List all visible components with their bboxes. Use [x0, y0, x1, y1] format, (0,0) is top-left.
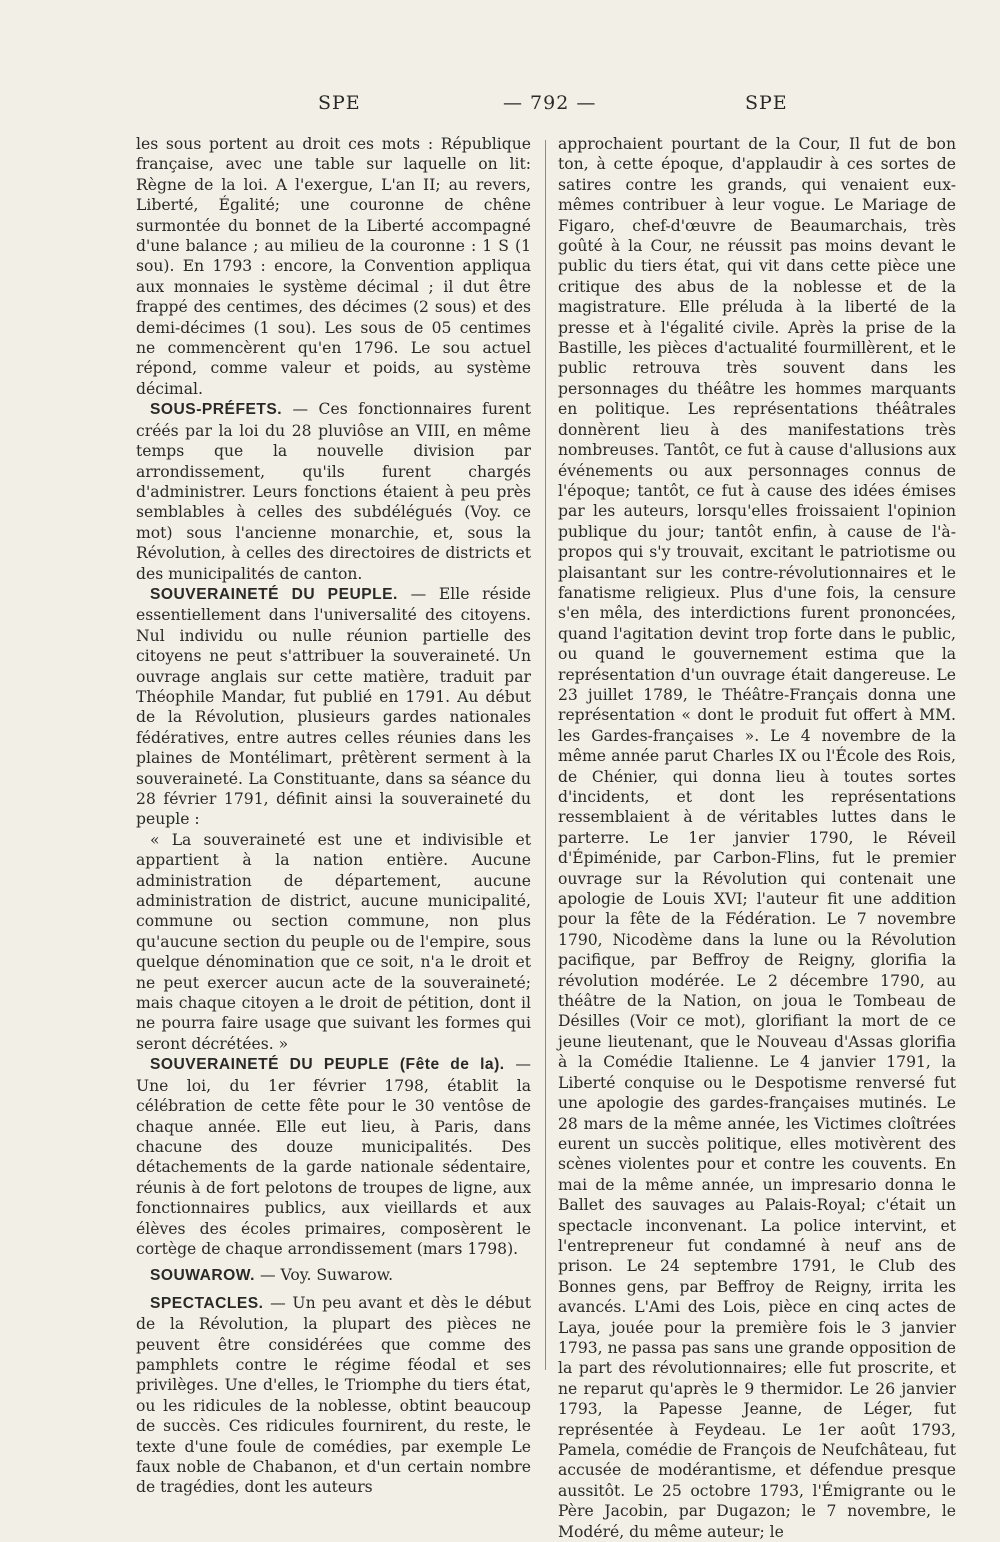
- page-number: — 792 —: [503, 92, 597, 114]
- entry-title-sous-prefets: SOUS-PRÉFETS.: [150, 401, 283, 419]
- running-head: [0, 92, 1000, 122]
- entry-sous-prefets: [136, 399, 531, 584]
- entry-souwarow: [136, 1265, 531, 1286]
- entry-title-spectacles: SPECTACLES.: [150, 1294, 264, 1312]
- left-column: [136, 134, 532, 1497]
- column-divider: [545, 140, 546, 1370]
- entry-title-fete: SOUVERAINETÉ DU PEUPLE (Fête de la).: [150, 1056, 505, 1074]
- entry-text-souwarow: — Voy. Suwarow.: [255, 1266, 394, 1285]
- entry-title-souwarow: SOUWAROW.: [150, 1267, 255, 1285]
- entry-text-spectacles: — Un peu avant et dès le début de la Révolution, la plupart des pièces ne peuvent être considérées que comme des pamphlets contre le régime féodal et ses privilèges. Une d'elles, le Triomphe du tiers état, ou les ridicules de la noblesse, obtint beaucoup de succès. Ces ridicules fournirent, du reste, le texte d'une foule de comédies, par exemple Le faux noble de Chabanon, et d'un certain nombre de tragédies, dont les auteurs: [136, 1293, 531, 1497]
- entry-title-souverainete: SOUVERAINETÉ DU PEUPLE.: [150, 585, 398, 603]
- header-left-keyword: SPE: [318, 92, 361, 114]
- right-column: [558, 134, 957, 1541]
- souverainete-quote: « La souveraineté est une et indivisible et appartient à la nation entière. Aucune administration de département, aucune administration de district, aucune municipalité, commune ou section commune, non plus qu'aucune section du peuple ou de l'empire, sous quelque dénomination que ce soit, n'a le droit et ne peut exercer aucun acte de la souveraineté; mais chaque citoyen a le droit de pétition, dont il ne pourra faire usage que suivant les formes qui seront décrétées. »: [136, 830, 531, 1053]
- header-right-keyword: SPE: [745, 92, 788, 114]
- entry-souverainete: [136, 584, 531, 830]
- entry-text-souverainete: — Elle réside essentiellement dans l'universalité des citoyens. Nul individu ou nulle réunion partielle des citoyens ne peut s'attribuer la souveraineté. Un ouvrage anglais sur cette matière, traduit par Théophile Mandar, fut publié en 1791. Au début de la Révolution, plusieurs gardes nationales fédératives, entre autres celles réunies dans les plaines de Montélimart, prêtèrent serment à la souveraineté. La Constituante, dans sa séance du 28 février 1791, définit ainsi la souveraineté du peuple :: [136, 584, 532, 829]
- spectacles-continuation-paragraph: approchaient pourtant de la Cour, Il fut de bon ton, à cette époque, d'applaudir à ces sortes de satires contre les grands, qui venaient eux-mêmes contribuer à leur vogue. Le Mariage de Figaro, chef-d'œuvre de Beaumarchais, très goûté à la Cour, ne réussit pas moins devant le public du tiers état, qui vit dans cette pièce une critique des abus de la noblesse et de la magistrature. Elle préluda à la liberté de la presse et à l'égalité civile. Après la prise de la Bastille, les pièces d'actualité fourmillèrent, et le public retrouva très souvent dans les personnages du théâtre les hommes marquants en politique. Les représentations théâtrales donnèrent lieu à des manifestations très nombreuses. Tantôt, ce fut à cause d'allusions aux événements ou aux personnages connus de l'époque; tantôt, ce fut à cause des idées émises par les auteurs, lorsqu'elles froissaient l'opinion publique du jour; tantôt enfin, à cause de l'à-propos qui s'y trouvait, excitant le patriotisme ou plaisantant sur les contre-révolutionnaires et le fanatisme religieux. Plus d'une fois, la censure s'en mêla, des interdictions furent prononcées, quand l'agitation devint trop forte dans le public, ou quand le gouvernement estima que la représentation d'un ouvrage était dangereuse. Le 23 juillet 1789, le Théâtre-Français donna une représentation « dont le produit fut offert à MM. les Gardes-françaises ». Le 4 novembre de la même année parut Charles IX ou l'École des Rois, de Chénier, qui donna lieu à toutes sortes d'incidents, et dont les représentations ressemblaient à de véritables luttes dans le parterre. Le 1er janvier 1790, le Réveil d'Épiménide, par Carbon-Flins, fut le premier ouvrage sur la Révolution qui contenait une apologie de Louis XVI; l'auteur fit une addition pour la fête de la Fédération. Le 7 novembre 1790, Nicodème dans la lune ou la Révolution pacifique, par Beffroy de Reigny, glorifia la révolution modérée. Le 2 décembre 1790, au théâtre de la Nation, on joua le Tombeau de Désilles (Voir ce mot), glorifiant la mort de ce jeune lieutenant, que le Nouveau d'Assas glorifia à la Comédie Italienne. Le 4 janvier 1791, la Liberté conquise ou le Despotisme renversé fut une apologie des gardes-françaises mutinés. Le 28 mars de la même année, les Victimes cloîtrées eurent un succès politique, elles motivèrent des scènes violentes pour et contre les couvents. En mai de la même année, un impresario donna le Ballet des sauvages au Palais-Royal; c'était un spectacle inconvenant. La police intervint, et l'entrepreneur fut condamné à neuf ans de prison. Le 24 septembre 1791, le Club des Bonnes gens, par Beffroy de Reigny, irrita les avancés. L'Ami des Lois, pièce en cinq actes de Laya, jouée pour la première fois le 3 janvier 1793, ne passa pas sans une grande opposition de la part des révolutionnaires; elle fut proscrite, et ne reparut qu'après le 9 thermidor. Le 26 janvier 1793, la Papesse Jeanne, de Léger, fut représentée à Feydeau. Le 1er août 1793, Pamela, comédie de François de Neufchâteau, fut accusée de modérantisme, et défendue presque aussitôt. Le 25 octobre 1793, l'Émigrante ou le Père Jacobin, par Dugazon; le 7 novembre, le Modéré, du même auteur; le: [558, 135, 957, 1541]
- entry-spectacles: [136, 1293, 531, 1498]
- sous-continuation-paragraph: les sous portent au droit ces mots : République française, avec une table sur laquelle on lit: Règne de la loi. A l'exergue, L'an II; au revers, Liberté, Égalité; une couronne de chêne surmontée du bonnet de la Liberté accompagné d'une balance ; au milieu de la couronne : 1 S (1 sou). En 1793 : encore, la Convention appliqua aux monnaies le système décimal ; il dut être frappé des centimes, des décimes (2 sous) et des demi-décimes (1 sou). Les sous de 05 centimes ne commencèrent qu'en 1796. Le sou actuel répond, comme valeur et poids, au système décimal.: [136, 135, 531, 398]
- entry-fete-souverainete: [136, 1054, 531, 1259]
- entry-text-fete: — Une loi, du 1er février 1798, établit la célébration de cette fête pour le 30 ventôse de chaque année. Elle eut lieu, à Paris, dans chacune des douze municipalités. Des détachements de la garde nationale sédentaire, réunis à de fort pelotons de troupes de ligne, aux fonctionnaires publics, aux vieillards et aux élèves des écoles primaires, composèrent le cortège de chaque arrondissement (mars 1798).: [136, 1055, 531, 1258]
- entry-text-sous-prefets: — Ces fonctionnaires furent créés par la loi du 28 pluviôse an VIII, en même temps que la nouvelle division par arrondissement, qu'ils furent chargés d'administrer. Leurs fonctions étaient à peu près semblables à celles des subdélégués (Voy. ce mot) sous l'ancienne monarchie, et, sous la Révolution, à celles des directoires de districts et des municipalités de canton.: [136, 400, 531, 583]
